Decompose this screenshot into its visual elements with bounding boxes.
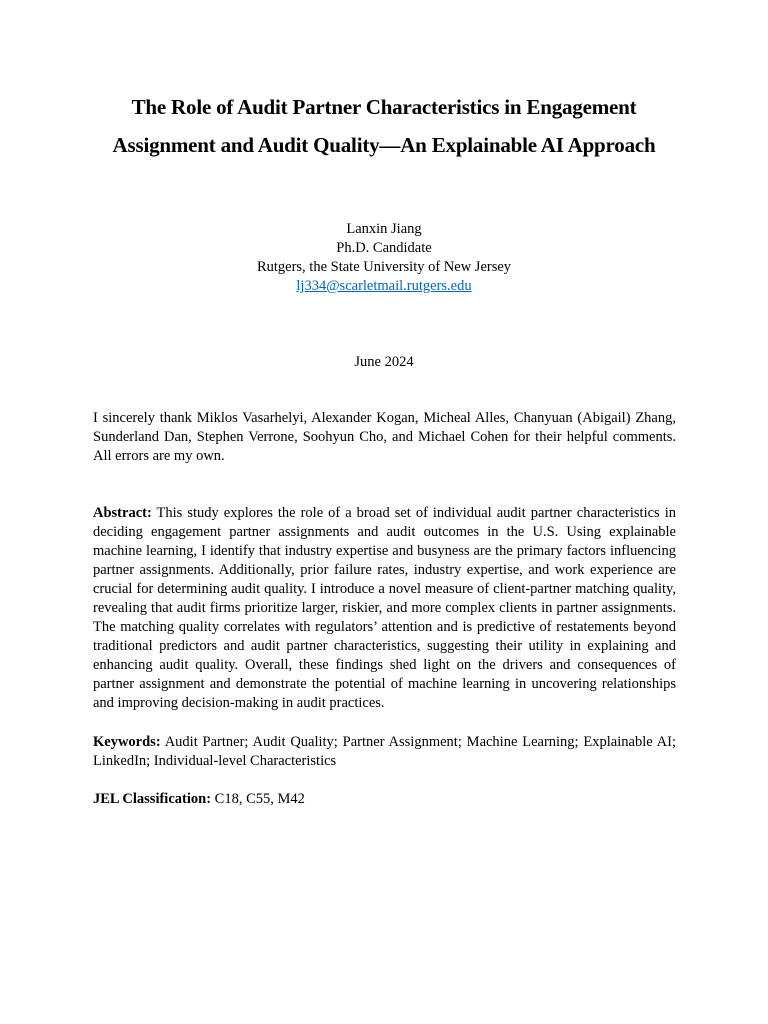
paper-date: June 2024 <box>354 354 414 370</box>
keywords-text: Audit Partner; Audit Quality; Partner Assignment; Machine Learning; Explainable AI; LinkedIn; Individual-level Characteristics <box>93 734 677 769</box>
acknowledgment-paragraph: I sincerely thank Miklos Vasarhelyi, Alexander Kogan, Micheal Alles, Chanyuan (Abigail) Zhang, Sunderland Dan, Stephen Verrone, Soohyun Cho, and Michael Cohen for their helpful comments. All errors are my own. <box>93 410 676 464</box>
abstract-text: This study explores the role of a broad set of individual audit partner characteristics in deciding engagement partner assignments and audit outcomes in the U.S. Using explainable machine learning, I identify that industry expertise and busyness are the primary factors influencing partner assignments. Additionally, prior failure rates, industry expertise, and work experience are crucial for determining audit quality. I introduce a novel measure of client-partner matching quality, revealing that audit firms prioritize larger, riskier, and more complex clients in partner assignments. The matching quality correlates with regulators’ attention and is predictive of restatements beyond traditional predictors and audit partner characteristics, suggesting their utility in explaining and enhancing audit quality. Overall, these findings shed light on the drivers and consequences of partner assignment and demonstrate the potential of machine learning in uncovering relationships and improving decision-making in audit practices. <box>93 505 676 711</box>
paper-title-line-1: The Role of Audit Partner Characteristics in Engagement <box>131 95 637 119</box>
author-affiliation: Rutgers, the State University of New Jersey <box>256 259 512 275</box>
abstract-label: Abstract: <box>93 505 152 521</box>
author-name: Lanxin Jiang <box>346 221 422 237</box>
jel-codes: C18, C55, M42 <box>214 791 305 807</box>
paper-title-line-2: Assignment and Audit Quality—An Explainable AI Approach <box>112 133 656 157</box>
author-block <box>134 220 634 296</box>
jel-classification-paragraph <box>93 790 676 809</box>
author-email-link[interactable]: lj334@scarletmail.rutgers.edu <box>296 278 472 294</box>
paper-title <box>60 88 708 164</box>
author-position: Ph.D. Candidate <box>336 240 432 256</box>
jel-label: JEL Classification: <box>93 791 212 807</box>
keywords-label: Keywords: <box>93 734 161 750</box>
abstract-paragraph <box>93 504 676 713</box>
keywords-paragraph <box>93 733 676 771</box>
